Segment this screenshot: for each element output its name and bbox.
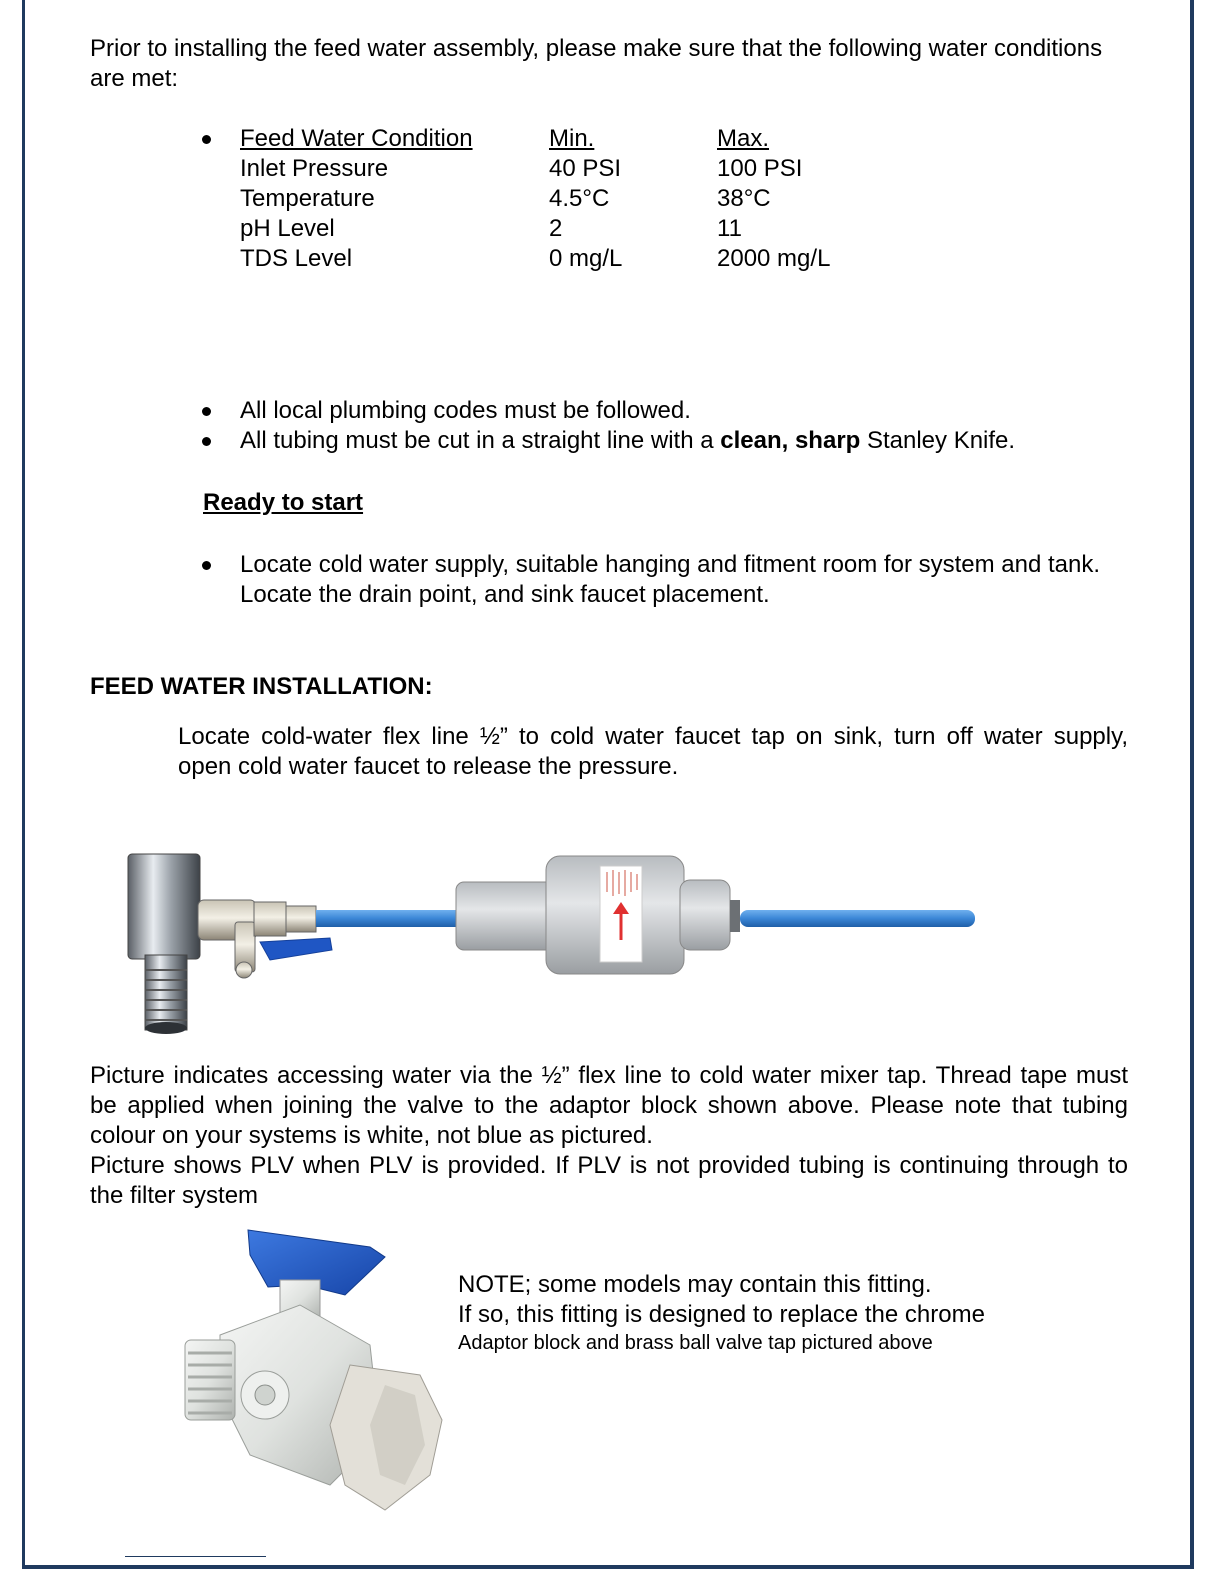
feed-line-2: open cold water faucet to release the pressure. (178, 753, 679, 780)
condition-name: TDS Level (240, 245, 353, 272)
bullet (202, 407, 211, 416)
condition-max: 11 (717, 215, 742, 242)
caption-line-1: Picture indicates accessing water via the ½” flex line to cold water mixer tap. Thread tape must (90, 1062, 1128, 1089)
feed-line-1: Locate cold-water flex line ½” to cold water faucet tap on sink, turn off water supply, (178, 723, 1128, 750)
condition-name: Temperature (240, 185, 375, 212)
conditions-column-names (240, 124, 473, 274)
bullet (202, 437, 211, 446)
header-min: Min. (549, 125, 595, 152)
fitting-handle (248, 1230, 385, 1320)
condition-min: 4.5°C (549, 185, 610, 212)
page-border-bottom (22, 1565, 1194, 1569)
caption-line-4: Picture shows PLV when PLV is provided. If PLV is not provided tubing is continuing through to (90, 1152, 1128, 1179)
blue-tubing-left (316, 910, 461, 927)
condition-name: Inlet Pressure (240, 155, 389, 182)
bullet (202, 135, 211, 144)
feed-assembly-photo (110, 830, 1000, 1040)
ready-line-1: Locate cold water supply, suitable hanging and fitment room for system and tank. (240, 551, 1101, 578)
header-max: Max. (717, 125, 770, 152)
feed-heading: FEED WATER INSTALLATION: (90, 673, 433, 700)
adaptor-block (128, 854, 200, 1034)
condition-min: 0 mg/L (549, 245, 623, 272)
condition-max: 38°C (717, 185, 771, 212)
bullet (202, 561, 211, 570)
note-line-2: If so, this fitting is designed to replace the chrome (458, 1301, 985, 1328)
ball-valve (198, 900, 332, 978)
caption-line-3: colour on your systems is white, not blue as pictured. (90, 1122, 653, 1149)
ready-line-2: Locate the drain point, and sink faucet placement. (240, 581, 770, 608)
note-line-3: Adaptor block and brass ball valve tap pictured above (458, 1332, 933, 1354)
conditions-column-max (717, 124, 830, 274)
feed-paragraph (178, 722, 1128, 782)
ready-heading: Ready to start (203, 489, 364, 516)
condition-max: 2000 mg/L (717, 245, 831, 272)
condition-name: pH Level (240, 215, 335, 242)
page-border-right (1190, 0, 1194, 1568)
rule-tubing-pre: All tubing must be cut in a straight line with a (240, 427, 721, 454)
condition-min: 40 PSI (549, 155, 622, 182)
rule-tubing-post: Stanley Knife. (860, 427, 1016, 454)
condition-max: 100 PSI (717, 155, 803, 182)
page-border-left (22, 0, 25, 1568)
plastic-fitting-photo (180, 1225, 450, 1520)
blue-tubing-right (740, 910, 975, 927)
pressure-limiting-valve (456, 856, 740, 974)
fitting-body (185, 1305, 442, 1510)
rule-tubing-bold: clean, sharp (720, 427, 861, 454)
rule-tubing (240, 426, 1015, 456)
caption-line-5: the filter system (90, 1182, 259, 1209)
caption-line-2: be applied when joining the valve to the adaptor block shown above. Please note that tubing (90, 1092, 1128, 1119)
footer-rule (125, 1556, 266, 1557)
note-line-1: NOTE; some models may contain this fitting. (458, 1271, 932, 1298)
condition-min: 2 (549, 215, 563, 242)
intro-text: Prior to installing the feed water assembly, please make sure that the following water conditions are met: (90, 35, 1103, 92)
conditions-column-min (549, 124, 622, 274)
header-condition: Feed Water Condition (240, 125, 473, 152)
note-block (458, 1270, 985, 1356)
caption-paragraph (90, 1061, 1128, 1211)
rule-plumbing: All local plumbing codes must be followed. (240, 397, 691, 424)
